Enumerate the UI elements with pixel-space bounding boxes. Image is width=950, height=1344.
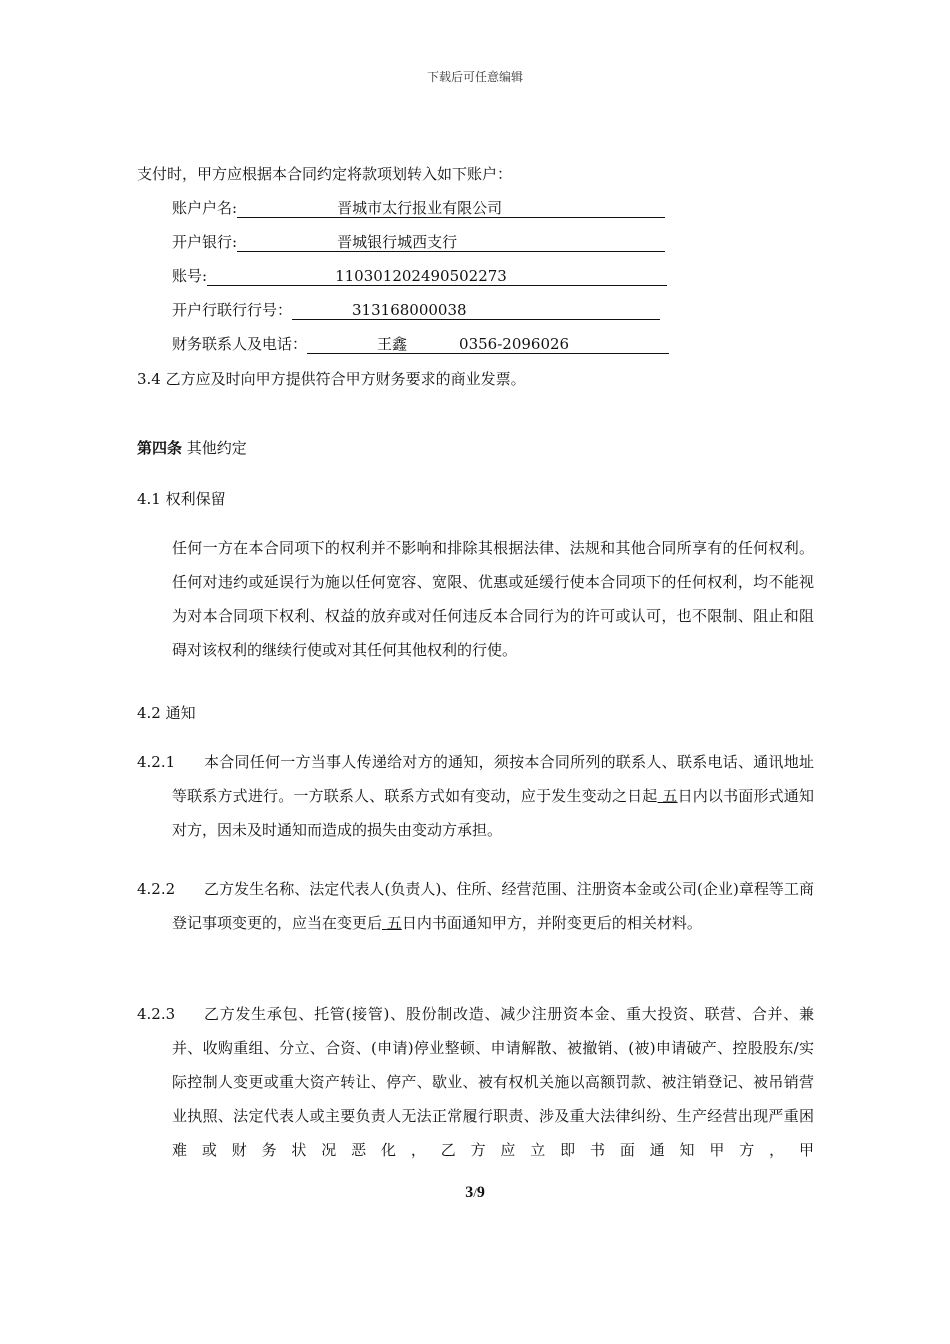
clause-3-4: 3.4 乙方应及时向甲方提供符合甲方财务要求的商业发票。 — [137, 370, 526, 388]
bank-row — [172, 232, 665, 252]
finance-contact-name: 王鑫 — [377, 335, 408, 353]
clause-4-2-2-text — [172, 872, 814, 940]
finance-contact-row — [172, 334, 669, 354]
page-current: 3 — [465, 1184, 474, 1201]
section-4-2-heading: 4.2 通知 — [137, 704, 196, 722]
header-note: 下载后可任意编辑 — [426, 70, 523, 84]
payment-intro: 支付时，甲方应根据本合同约定将款项划转入如下账户： — [137, 165, 513, 183]
account-number-value: 110301202490502273 — [335, 267, 507, 285]
page-total: 9 — [476, 1184, 485, 1201]
routing-value: 313168000038 — [352, 301, 467, 319]
section-4-1-text: 任何一方在本合同项下的权利并不影响和排除其根据法律、法规和其他合同所享有的任何权利。任何对违约或延误行为施以任何宽容、宽限、优惠或延缓行使本合同项下的任何权利，均不能视为对本合同项下权利、权益的放弃或对任何违反本合同行为的许可或认可，也不限制、阻止和阻碍对该权利的继续行使或对其任何其他权利的行使。 — [172, 539, 814, 659]
clause-4-2-2-number: 4.2.2 — [137, 880, 176, 898]
clause-4-2-2-days-value: 五 — [386, 914, 402, 932]
finance-contact-value-field — [307, 334, 669, 354]
clause-4-2-1-days — [657, 787, 677, 805]
account-number-row — [172, 266, 667, 286]
account-number-value-field — [207, 266, 667, 286]
clause-4-2-3-number: 4.2.3 — [137, 1005, 176, 1023]
bank-value: 晋城银行城西支行 — [337, 233, 458, 251]
clause-4-2-1-text-a: 本合同任何一方当事人传递给对方的通知，须按本合同所列的联系人、联系电话、通讯地址等联系方式进行。一方联系人、联系方式如有变动，应于发生变动之日起 — [172, 753, 814, 805]
clause-4-2-2-text-b: 日内书面通知甲方，并附变更后的相关材料。 — [401, 914, 702, 932]
clause-4-2-1-number: 4.2.1 — [137, 753, 176, 771]
section-4-1-heading: 4.1 权利保留 — [137, 490, 226, 508]
account-name-label: 账户户名: — [172, 199, 238, 217]
article-4-title: 其他约定 — [182, 439, 247, 457]
bank-label: 开户银行: — [172, 233, 238, 251]
page-separator: / — [473, 1185, 477, 1200]
clause-4-2-2-days — [382, 914, 402, 932]
page-number — [0, 1184, 950, 1202]
clause-4-2-3-text: 乙方发生承包、托管(接管)、股份制改造、减少注册资本金、重大投资、联营、合并、兼并、收购重组、分立、合资、(申请)停业整顿、申请解散、被撤销、(被)申请破产、控股股东/实际控制人变更或重大资产转让、停产、歇业、被有权机关施以高额罚款、被注销登记、被吊销营业执照、法定代表人或主要负责人无法正常履行职责、涉及重大法律纠纷、生产经营出现严重困难或财务状况恶化，乙方应立即书面通知甲方，甲 — [172, 1005, 814, 1159]
routing-label: 开户行联行行号： — [172, 301, 293, 319]
clause-4-2-1-text — [172, 745, 814, 847]
account-name-value: 晋城市太行报业有限公司 — [337, 199, 503, 217]
routing-value-field — [292, 300, 660, 320]
article-4-heading — [137, 438, 247, 458]
article-4-number: 第四条 — [137, 439, 183, 457]
routing-row — [172, 300, 660, 320]
clause-4-2-2-text-a: 乙方发生名称、法定代表人(负责人)、住所、经营范围、注册资本金或公司(企业)章程等工商登记事项变更的，应当在变更后 — [172, 880, 814, 932]
finance-contact-phone: 0356-2096026 — [459, 335, 570, 353]
account-name-row — [172, 198, 665, 218]
bank-value-field — [237, 232, 665, 252]
clause-4-2-1-days-value: 五 — [662, 787, 678, 805]
finance-contact-label: 财务联系人及电话： — [172, 335, 308, 353]
account-number-label: 账号: — [172, 267, 208, 285]
clause-4-2-1-text-b: 日内以书面形式通知对方，因未及时通知而造成的损失由变动方承担。 — [172, 787, 814, 839]
account-name-value-field — [237, 198, 665, 218]
